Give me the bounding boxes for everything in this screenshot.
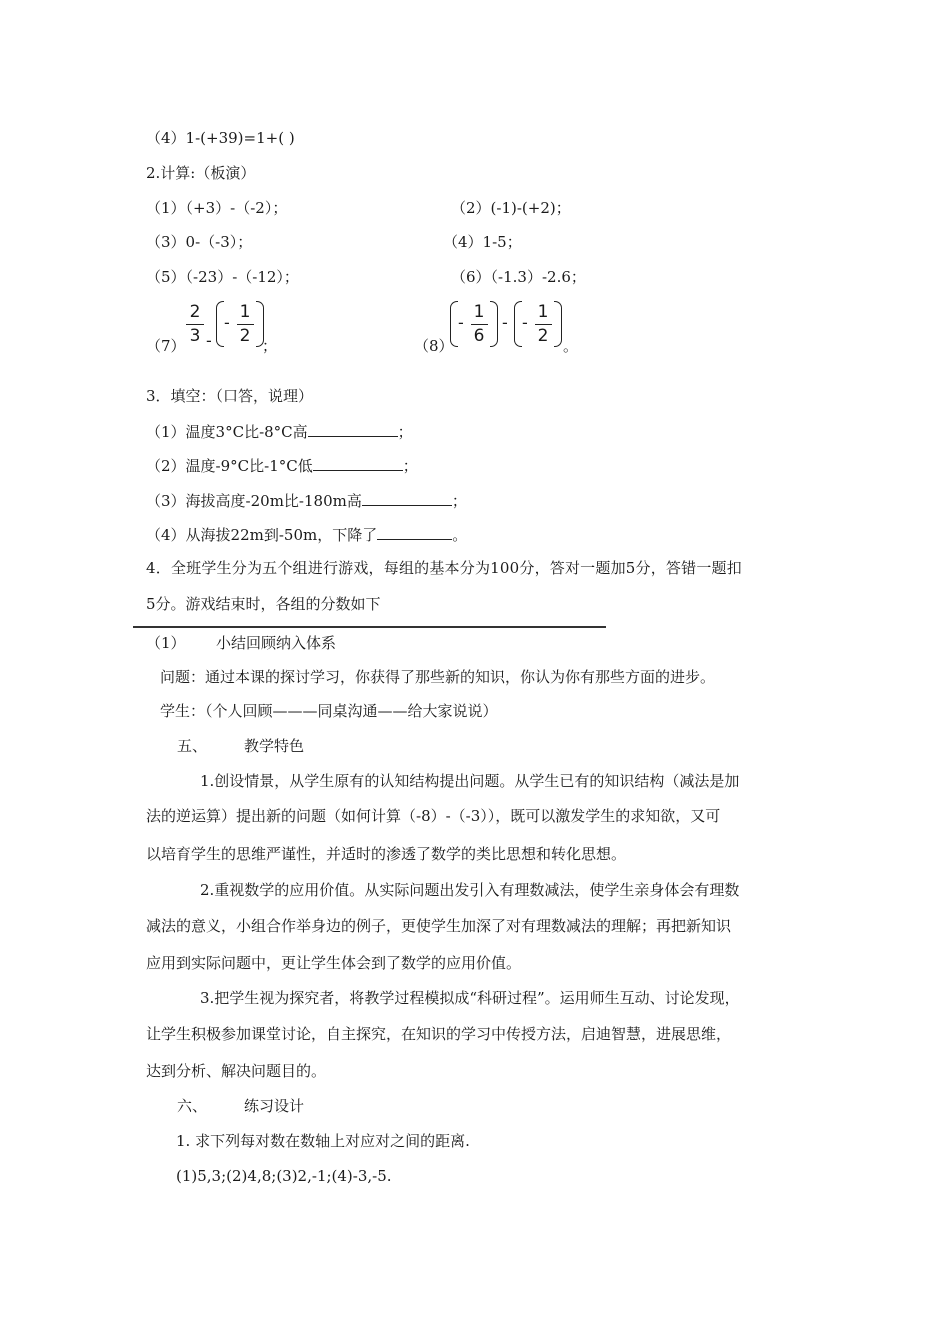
item-end: 。 [452, 526, 468, 544]
exercise-2-item-8-end: 。 [563, 337, 579, 355]
fraction-numerator: 2 [189, 302, 201, 322]
exercise-2-item-5: （5）（-23）-（-12）； [146, 268, 299, 286]
section-6-number: 六、 [177, 1097, 208, 1115]
exercise-2-item-7-label: （7） [146, 337, 186, 355]
minus-sign: - [502, 313, 508, 332]
feature-1-line-3: 以培育学生的思维严谨性，并适时的渗透了数学的类比思想和转化思想。 [146, 845, 627, 863]
exercise-2-title: 2.计算:（板演） [146, 164, 256, 182]
exercise-2-item-1: （1）（+3）-（-2）； [146, 199, 288, 217]
right-paren [490, 301, 498, 347]
exercise-2-item-4: （4）1-5； [443, 233, 522, 251]
summary-heading: 小结回顾纳入体系 [216, 634, 337, 652]
exercise-3-item-1 [146, 421, 413, 442]
exercise-2-item-2: （2）(-1)-(+2)； [451, 199, 571, 217]
minus-sign: - [522, 313, 528, 332]
left-paren [450, 301, 458, 347]
fraction-bar [237, 324, 254, 325]
item-text: （1）温度3°C比-8°C高 [146, 423, 308, 441]
practice-question-1: 1. 求下列每对数在数轴上对应对之间的距离. [176, 1132, 470, 1150]
exercise-2-item-6: （6）（-1.3）-2.6； [451, 268, 586, 286]
item-text: （3）海拔高度-20m比-180m高 [146, 492, 362, 510]
practice-question-1-items: (1)5,3;(2)4,8;(3)2,-1;(4)-3,-5. [176, 1167, 392, 1185]
exercise-1-item-4: （4）1-(+39)=1+( ) [146, 129, 295, 147]
feature-3-line-1: 3.把学生视为探究者，将教学过程模拟成“科研过程”。运用师生互动、讨论发现， [200, 989, 740, 1007]
fraction-numerator: 1 [239, 302, 251, 322]
fraction-bar [471, 324, 488, 325]
section-6-title: 练习设计 [244, 1097, 305, 1115]
exercise-3-item-3 [146, 490, 467, 511]
fraction-denominator: 2 [239, 326, 251, 346]
section-5-title: 教学特色 [244, 737, 305, 755]
minus-sign: - [224, 313, 230, 332]
fraction-one-sixth [467, 298, 491, 348]
minus-sign: - [206, 331, 212, 350]
feature-3-line-3: 达到分析、解决问题目的。 [146, 1062, 327, 1080]
answer-blank[interactable] [362, 490, 452, 506]
exercise-3-title: 3．填空：（口答，说理） [146, 387, 314, 405]
exercise-3-item-4 [146, 524, 467, 545]
item-end: ； [451, 492, 467, 510]
answer-blank[interactable] [377, 524, 452, 540]
answer-blank[interactable] [308, 421, 398, 437]
item-text: （4）从海拔22m到-50m，下降了 [146, 526, 378, 544]
item-end: ； [397, 423, 413, 441]
fraction-numerator: 1 [537, 302, 549, 322]
feature-2-line-3: 应用到实际问题中，更让学生体会到了数学的应用价值。 [146, 954, 522, 972]
section-5-number: 五、 [177, 737, 208, 755]
exercise-4-line-1: 4．全班学生分为五个组进行游戏，每组的基本分为100分，答对一题加5分，答错一题扣 [146, 559, 742, 577]
feature-2-line-1: 2.重视数学的应用价值。从实际问题出发引入有理数减法，使学生亲身体会有理数 [200, 881, 740, 899]
exercise-4-line-2: 5分。游戏结束时，各组的分数如下 [146, 595, 381, 613]
exercise-3-item-2 [146, 455, 418, 476]
fraction-bar [186, 324, 204, 325]
exercise-2-item-3: （3）0-（-3）； [146, 233, 253, 251]
item-end: ； [402, 457, 418, 475]
summary-student: 学生：（个人回顾———同桌沟通——给大家说说） [160, 702, 498, 720]
fraction-denominator: 3 [189, 326, 201, 346]
right-paren [554, 301, 562, 347]
section-divider [133, 626, 606, 628]
item-text: （2）温度-9°C比-1°C低 [146, 457, 313, 475]
feature-3-line-2: 让学生积极参加课堂讨论，自主探究，在知识的学习中传授方法，启迪智慧，进展思维， [146, 1025, 732, 1043]
summary-heading-number: （1） [146, 634, 186, 652]
feature-1-line-1: 1.创设情景，从学生原有的认知结构提出问题。从学生已有的知识结构（减法是加 [200, 772, 740, 790]
left-paren [514, 301, 522, 347]
exercise-2-item-8-label: （8） [414, 337, 454, 355]
fraction-denominator: 6 [473, 326, 485, 346]
feature-1-line-2: 法的逆运算）提出新的问题（如何计算（-8）-（-3）），既可以激发学生的求知欲，又可 [146, 807, 721, 825]
minus-sign: - [458, 313, 464, 332]
summary-question: 问题：通过本课的探讨学习，你获得了那些新的知识，你认为你有那些方面的进步。 [160, 668, 716, 686]
answer-blank[interactable] [313, 455, 403, 471]
exercise-2-item-7-end: ； [262, 337, 278, 355]
fraction-bar [535, 324, 552, 325]
fraction-one-half [531, 298, 555, 348]
feature-2-line-2: 减法的意义，小组合作举身边的例子，更使学生加深了对有理数减法的理解；再把新知识 [146, 917, 732, 935]
fraction-numerator: 1 [473, 302, 485, 322]
fraction-one-half [233, 298, 257, 348]
fraction-denominator: 2 [537, 326, 549, 346]
left-paren [216, 301, 224, 347]
